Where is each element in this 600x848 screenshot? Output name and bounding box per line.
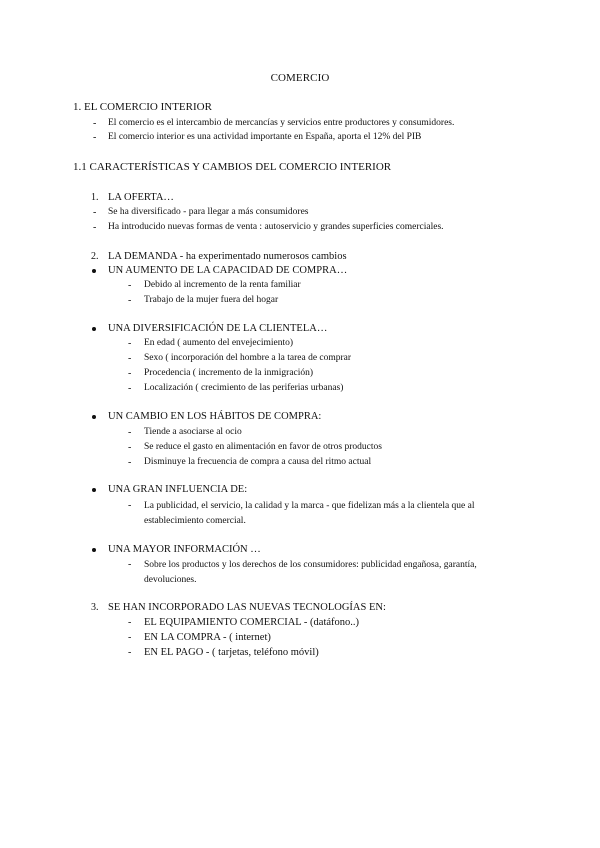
group-label: UNA MAYOR INFORMACIÓN … [108, 544, 261, 555]
list-item: Disminuye la frecuencia de compra a causa del ritmo actual [144, 457, 372, 467]
demanda-label: LA DEMANDA - ha experimentado numerosos cambios [108, 251, 347, 262]
list-item: En edad ( aumento del envejecimiento) [144, 338, 294, 348]
list-item: EN LA COMPRA - ( internet) [144, 632, 271, 643]
group-label: UN CAMBIO EN LOS HÁBITOS DE COMPRA: [108, 411, 322, 422]
dash-marker: - [128, 280, 132, 291]
bullet-icon [92, 415, 96, 419]
dash-marker: - [128, 647, 132, 658]
list-item: Tiende a asociarse al ocio [144, 427, 242, 437]
list-item: Se reduce el gasto en alimentación en favor de otros productos [144, 442, 382, 452]
dash-marker: - [128, 500, 132, 511]
tecnologias-label: SE HAN INCORPORADO LAS NUEVAS TECNOLOGÍAS EN: [108, 602, 386, 613]
dash-marker: - [128, 559, 132, 570]
list-item: Localización ( crecimiento de las periferias urbanas) [144, 383, 344, 393]
dash-marker: - [128, 617, 132, 628]
dash-marker: - [93, 207, 97, 218]
list-number: 1. [91, 192, 99, 203]
dash-marker: - [128, 427, 132, 438]
dash-marker: - [128, 353, 132, 364]
bullet-icon [92, 327, 96, 331]
section-1-1-heading: 1.1 CARACTERÍSTICAS Y CAMBIOS DEL COMERCIO INTERIOR [73, 161, 392, 173]
dash-marker: - [93, 132, 97, 143]
list-item: La publicidad, el servicio, la calidad y la marca - que fidelizan más a la clientela que al establecimiento comercial. [144, 501, 475, 526]
list-number: 3. [91, 602, 99, 613]
dash-marker: - [128, 632, 132, 643]
section-1-heading: 1. EL COMERCIO INTERIOR [73, 101, 212, 113]
list-item: EN EL PAGO - ( tarjetas, teléfono móvil) [144, 647, 319, 658]
dash-marker: - [93, 222, 97, 233]
dash-marker: - [128, 442, 132, 453]
list-item: Sobre los productos y los derechos de los consumidores: publicidad engañosa, garantía, devoluciones. [144, 560, 477, 585]
list-item: EL EQUIPAMIENTO COMERCIAL - (datáfono..) [144, 617, 360, 628]
oferta-label: LA OFERTA… [108, 192, 174, 203]
dash-marker: - [128, 457, 132, 468]
list-item: Debido al incremento de la renta familiar [144, 280, 301, 290]
list-item: El comercio es el intercambio de mercancías y servicios entre productores y consumidores. [108, 118, 455, 128]
dash-marker: - [128, 368, 132, 379]
dash-marker: - [128, 338, 132, 349]
list-item: El comercio interior es una actividad importante en España, aporta el 12% del PIB [108, 132, 422, 142]
bullet-icon [92, 269, 96, 273]
page-title: COMERCIO [270, 72, 330, 84]
list-item: Ha introducido nuevas formas de venta : autoservicio y grandes superficies comerciales. [108, 222, 444, 232]
bullet-icon [92, 488, 96, 492]
dash-marker: - [128, 295, 132, 306]
list-item: Procedencia ( incremento de la inmigración) [144, 368, 314, 378]
dash-marker: - [128, 383, 132, 394]
list-item: Sexo ( incorporación del hombre a la tarea de comprar [144, 353, 352, 363]
group-label: UN AUMENTO DE LA CAPACIDAD DE COMPRA… [108, 265, 348, 276]
group-label: UNA DIVERSIFICACIÓN DE LA CLIENTELA… [108, 323, 328, 334]
group-label: UNA GRAN INFLUENCIA DE: [108, 484, 248, 495]
list-item: Trabajo de la mujer fuera del hogar [144, 295, 279, 305]
dash-marker: - [93, 118, 97, 129]
list-number: 2. [91, 251, 99, 262]
bullet-icon [92, 548, 96, 552]
list-item: Se ha diversificado - para llegar a más consumidores [108, 207, 309, 217]
